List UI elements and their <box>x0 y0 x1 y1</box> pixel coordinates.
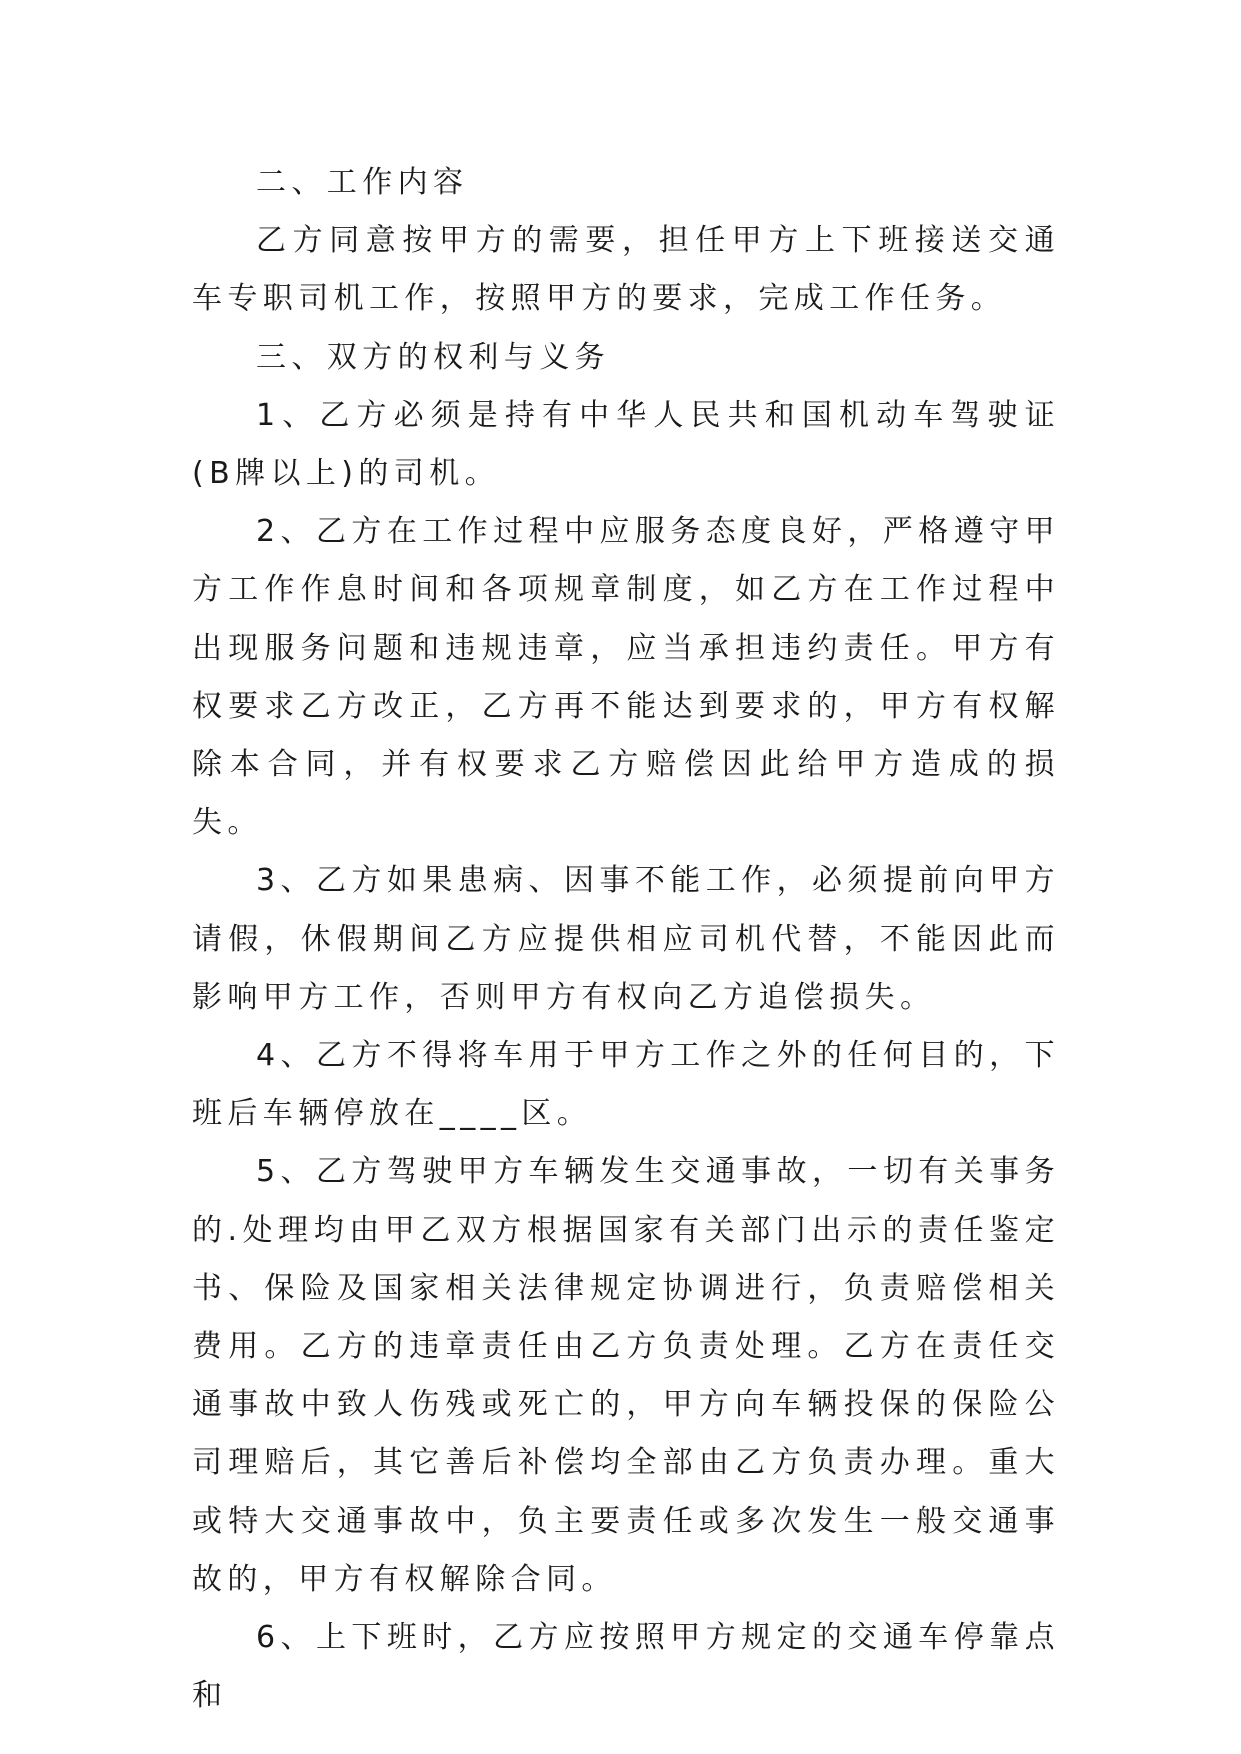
paragraph-work-content: 乙方同意按甲方的需要，担任甲方上下班接送交通车专职司机工作，按照甲方的要求，完成工作任务。 <box>192 223 1060 317</box>
clause-1: 1、乙方必须是持有中华人民共和国机动车驾驶证(B牌以上)的司机。 <box>192 397 1060 492</box>
section-heading-rights-obligations: 三、双方的权利与义务 <box>256 339 610 375</box>
clause-5: 5、乙方驾驶甲方车辆发生交通事故，一切有关事务的.处理均由甲乙双方根据国家有关部门出示的责任鉴定书、保险及国家相关法律规定协调进行，负责赔偿相关费用。乙方的违章责任由乙方负责处理。乙方在责任交通事故中致人伤残或死亡的，甲方向车辆投保的保险公司理赔后，其它善后补偿均全部由乙方负责办理。重大或特大交通事故中，负主要责任或多次发生一般交通事故的，甲方有权解除合同。 <box>192 1154 1060 1597</box>
document-body <box>192 154 1060 1725</box>
section-heading-work-content: 二、工作内容 <box>256 165 469 200</box>
clause-3: 3、乙方如果患病、因事不能工作，必须提前向甲方请假，休假期间乙方应提供相应司机代替，不能因此而影响甲方工作，否则甲方有权向乙方追偿损失。 <box>192 863 1060 1015</box>
clause-4: 4、乙方不得将车用于甲方工作之外的任何目的，下班后车辆停放在____区。 <box>192 1038 1060 1132</box>
clause-6: 6、上下班时，乙方应按照甲方规定的交通车停靠点和 <box>192 1620 1060 1714</box>
clause-2: 2、乙方在工作过程中应服务态度良好，严格遵守甲方工作作息时间和各项规章制度，如乙方在工作过程中出现服务问题和违规违章，应当承担违约责任。甲方有权要求乙方改正，乙方再不能达到要求的，甲方有权解除本合同，并有权要求乙方赔偿因此给甲方造成的损失。 <box>192 514 1060 841</box>
